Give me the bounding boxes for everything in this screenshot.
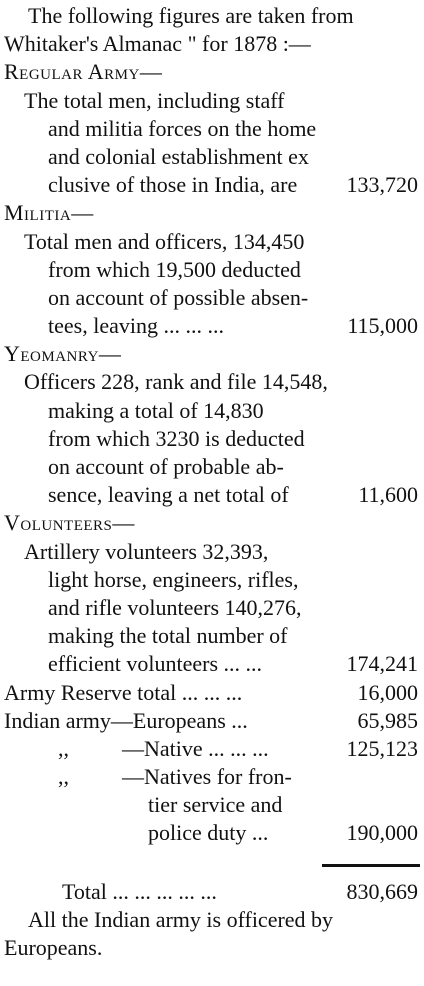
indian-army-native-value: 125,123 <box>346 735 418 761</box>
volunteers-text: making the total number of <box>48 623 288 649</box>
sum-rule <box>322 864 420 867</box>
yeomanry-text: on account of probable ab- <box>48 454 284 479</box>
regular-army-text: and colonial establishment ex <box>48 143 309 169</box>
regular-army-text: clusive of those in India, are <box>48 172 298 198</box>
volunteers-heading-line <box>0 509 424 537</box>
closing-text-1: All the Indian army is officered by <box>28 906 334 932</box>
militia-heading-line <box>0 199 424 227</box>
army-reserve-value: 16,000 <box>357 679 418 705</box>
yeomanry-line <box>0 453 424 481</box>
regular-army-text: The total men, including staff <box>24 87 285 113</box>
militia-text: tees, leaving ... ... ... <box>48 313 224 339</box>
volunteers-heading: Volunteers— <box>4 510 135 536</box>
militia-line <box>0 312 424 340</box>
yeomanry-line <box>0 368 424 396</box>
volunteers-text: Artillery volunteers 32,393, <box>24 538 269 564</box>
volunteers-value: 174,241 <box>346 651 418 677</box>
volunteers-line <box>0 650 424 678</box>
closing-line-2 <box>0 934 424 962</box>
yeomanry-heading-line <box>0 340 424 368</box>
army-reserve-label: Army Reserve total ... ... ... <box>4 679 243 705</box>
indian-army-europeans-label: Indian army—Europeans ... <box>4 707 248 733</box>
closing-line-1 <box>0 906 424 934</box>
yeomanry-text: from which 3230 is deducted <box>48 425 305 451</box>
closing-text-2: Europeans. <box>4 935 103 960</box>
almanac-army-figures <box>0 2 424 962</box>
volunteers-line <box>0 566 424 594</box>
militia-text: from which 19,500 deducted <box>48 256 301 282</box>
indian-army-frontier-text: —Natives for fron- <box>122 764 292 790</box>
total-line <box>0 878 424 906</box>
volunteers-line <box>0 622 424 650</box>
indian-army-frontier-text: tier service and <box>148 792 283 818</box>
indian-army-europeans-line <box>0 707 424 735</box>
indian-army-native-line <box>0 735 424 763</box>
army-reserve-line <box>0 679 424 707</box>
regular-army-line <box>0 115 424 143</box>
indian-army-frontier-line <box>0 819 424 847</box>
yeomanry-text: Officers 228, rank and file 14,548, <box>24 369 328 395</box>
regular-army-value: 133,720 <box>346 172 418 198</box>
yeomanry-line <box>0 397 424 425</box>
regular-army-text: and militia forces on the home <box>48 115 317 141</box>
ditto-mark: ,, <box>58 764 69 790</box>
yeomanry-heading: Yeomanry— <box>4 341 122 367</box>
indian-army-frontier-text: police duty ... <box>148 820 269 846</box>
intro-line-1 <box>0 2 424 30</box>
indian-army-native-label: —Native ... ... ... <box>122 735 269 761</box>
ditto-mark: ,, <box>58 735 69 761</box>
volunteers-text: efficient volunteers ... ... <box>48 651 263 677</box>
regular-army-heading-line <box>0 58 424 86</box>
volunteers-line <box>0 538 424 566</box>
indian-army-frontier-value: 190,000 <box>346 820 418 846</box>
regular-army-line <box>0 87 424 115</box>
regular-army-line <box>0 143 424 171</box>
militia-line <box>0 284 424 312</box>
yeomanry-line <box>0 425 424 453</box>
total-value: 830,669 <box>346 878 418 904</box>
militia-text: on account of possible absen- <box>48 284 309 310</box>
militia-line <box>0 256 424 284</box>
militia-heading: Militia— <box>4 200 94 226</box>
militia-text: Total men and officers, 134,450 <box>24 228 305 254</box>
total-label: Total ... ... ... ... ... <box>62 878 217 904</box>
intro-text-2: Whitaker's Almanac " for 1878 :— <box>4 31 311 57</box>
yeomanry-value: 11,600 <box>358 482 418 508</box>
indian-army-frontier-line <box>0 763 424 791</box>
militia-value: 115,000 <box>347 313 418 339</box>
volunteers-text: light horse, engineers, rifles, <box>48 566 299 592</box>
total-rule-line <box>0 848 424 878</box>
intro-line-2 <box>0 30 424 58</box>
yeomanry-text: making a total of 14,830 <box>48 397 264 423</box>
indian-army-europeans-value: 65,985 <box>357 707 418 733</box>
volunteers-line <box>0 594 424 622</box>
regular-army-line <box>0 171 424 199</box>
volunteers-text: and rifle volunteers 140,276, <box>48 594 302 620</box>
regular-army-heading: Regular Army— <box>4 59 163 85</box>
yeomanry-text: sence, leaving a net total of <box>48 482 289 508</box>
yeomanry-line <box>0 481 424 509</box>
militia-line <box>0 228 424 256</box>
indian-army-frontier-line <box>0 791 424 819</box>
intro-text-1: The following figures are taken from <box>28 3 354 28</box>
